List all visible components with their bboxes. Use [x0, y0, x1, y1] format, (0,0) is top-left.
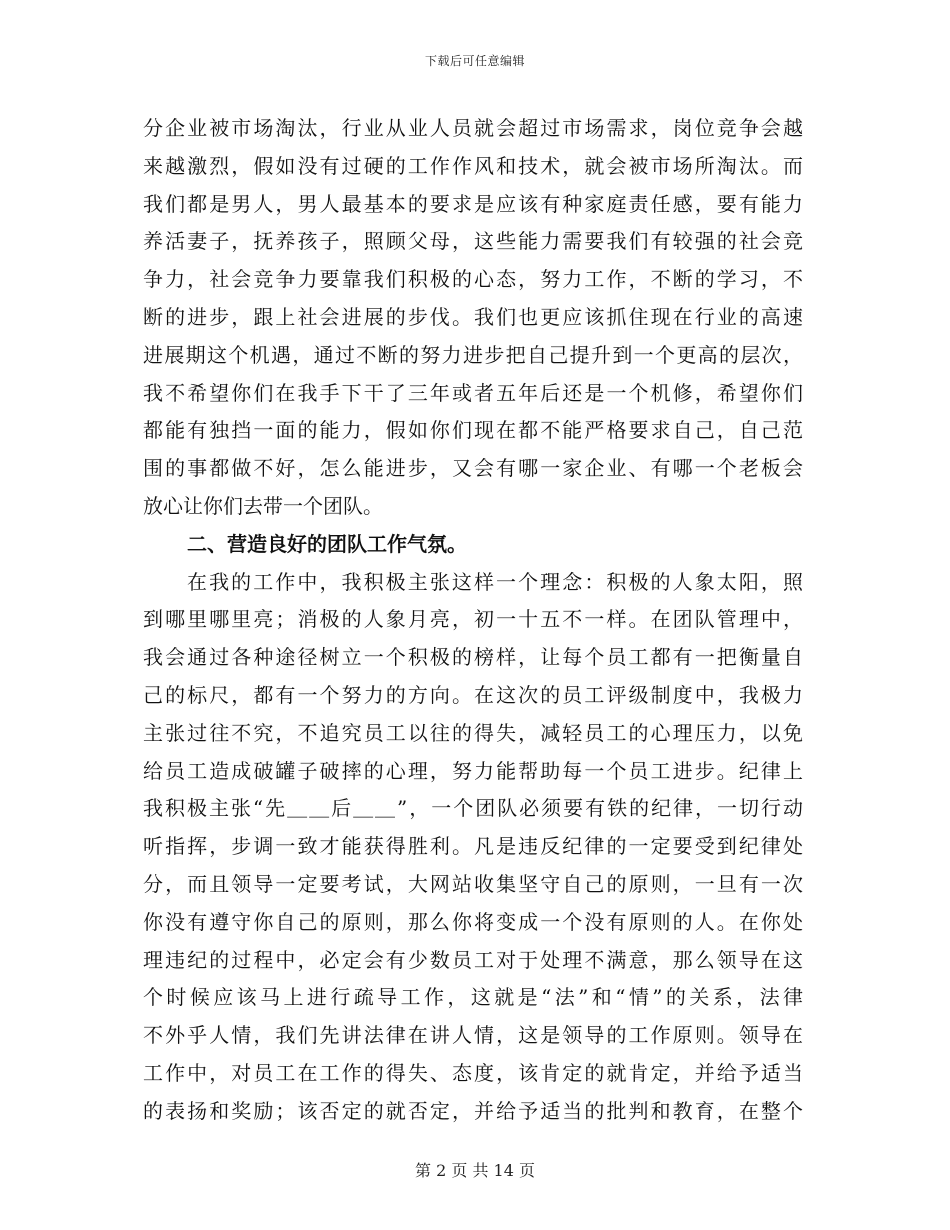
paragraph-line: 分，而且领导一定要考试，大网站收集坚守自己的原则，一旦有一次 [143, 871, 803, 896]
paragraph-line: 听指挥，步调一致才能获得胜利。凡是违反纪律的一定要受到纪律处 [143, 834, 803, 859]
paragraph-line: 断的进步，跟上社会进展的步伐。我们也更应该抓住现在行业的高速 [143, 304, 803, 329]
paragraph-line: 个时候应该马上进行疏导工作，这就是“法”和“情”的关系，法律 [143, 985, 803, 1010]
paragraph-line: 工作中，对员工在工作的得失、态度，该肯定的就肯定，并给予适当 [143, 1060, 803, 1085]
paragraph-line: 我们都是男人，男人最基本的要求是应该有种家庭责任感，要有能力 [143, 191, 803, 216]
page-number: 第 2 页 共 14 页 [415, 1161, 535, 1180]
paragraph-line: 来越激烈，假如没有过硬的工作作风和技术，就会被市场所淘汰。而 [143, 153, 803, 178]
paragraph-line: 争力，社会竞争力要靠我们积极的心态，努力工作，不断的学习，不 [143, 267, 803, 292]
paragraph-line: 在我的工作中，我积极主张这样一个理念：积极的人象太阳，照 [187, 569, 803, 594]
paragraph-line: 分企业被市场淘汰，行业从业人员就会超过市场需求，岗位竞争会越 [143, 116, 803, 140]
paragraph-line: 我会通过各种途径树立一个积极的榜样，让每个员工都有一把衡量自 [143, 645, 803, 670]
paragraph-line: 养活妻子，抚养孩子，照顾父母，这些能力需要我们有较强的社会竞 [143, 229, 803, 254]
paragraph-line: 我不希望你们在我手下干了三年或者五年后还是一个机修，希望你们 [143, 380, 803, 405]
paragraph-line: 你没有遵守你自己的原则，那么你将变成一个没有原则的人。在你处 [143, 909, 803, 934]
paragraph-line: 主张过往不究，不追究员工以往的得失，减轻员工的心理压力，以免 [143, 720, 803, 745]
paragraph-line: 理违纪的过程中，必定会有少数员工对于处理不满意，那么领导在这 [143, 947, 803, 972]
paragraph-line: 的表扬和奖励；该否定的就否定，并给予适当的批判和教育，在整个 [143, 1098, 803, 1123]
document-body [143, 110, 803, 1131]
paragraph-line: 围的事都做不好，怎么能进步，又会有哪一家企业、有哪一个老板会 [143, 456, 803, 481]
section-heading: 二、营造良好的团队工作气氛。 [187, 531, 467, 556]
paragraph-line: 给员工造成破罐子破摔的心理，努力能帮助每一个员工进步。纪律上 [143, 758, 803, 783]
paragraph-line: 不外乎人情，我们先讲法律在讲人情，这是领导的工作原则。领导在 [143, 1023, 803, 1048]
paragraph-line: 进展期这个机遇，通过不断的努力进步把自己提升到一个更高的层次， [143, 342, 803, 367]
page-header: 下载后可任意编辑 [424, 54, 525, 68]
paragraph-line: 己的标尺，都有一个努力的方向。在这次的员工评级制度中，我极力 [143, 682, 803, 707]
paragraph-line: 放心让你们去带一个团队。 [143, 493, 383, 518]
paragraph-line: 到哪里哪里亮；消极的人象月亮，初一十五不一样。在团队管理中， [143, 607, 803, 632]
paragraph-line: 我积极主张“先＿＿后＿＿”，一个团队必须要有铁的纪律，一切行动 [143, 796, 803, 821]
paragraph-line: 都能有独挡一面的能力，假如你们现在都不能严格要求自己，自己范 [143, 418, 803, 443]
